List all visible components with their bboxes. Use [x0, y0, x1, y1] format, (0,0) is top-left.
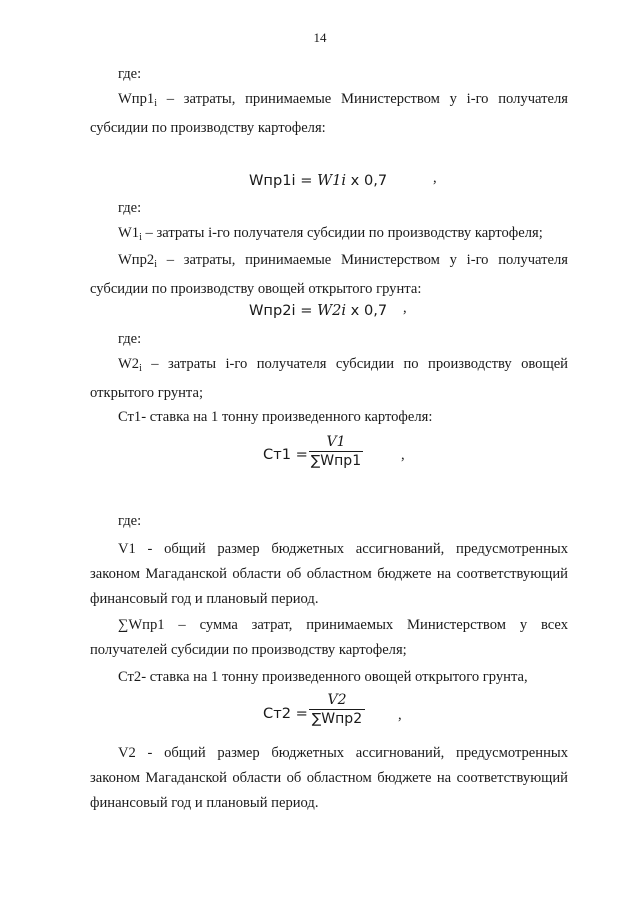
- label-where: где:: [118, 331, 142, 347]
- formula-comma: ,: [401, 447, 405, 463]
- formula-wpr1: [249, 172, 387, 189]
- subscript: i: [154, 98, 157, 109]
- fraction-st2: [309, 692, 365, 727]
- page-number: 14: [313, 30, 327, 45]
- formula-comma: ,: [403, 300, 407, 316]
- definition-text: – затраты, принимаемые Министерством у i-го получателя субсидии по производству картофеля:: [90, 91, 568, 136]
- symbol: W2: [118, 356, 140, 372]
- definition-text: – затраты i-го получателя субсидии по производству картофеля;: [141, 225, 543, 241]
- label-where: где:: [118, 200, 142, 216]
- formula-comma: ,: [433, 170, 437, 186]
- symbol: Wпр1: [118, 91, 155, 107]
- definition-sum-wpr1: ∑Wпр1 – сумма затрат, принимаемых Министерством у всех получателей субсидии по производству картофеля;: [90, 617, 568, 658]
- fraction-numerator: V2: [327, 692, 347, 708]
- formula-wpr2: [249, 302, 387, 319]
- fraction-st1: [309, 434, 363, 469]
- definition-w2: [90, 352, 568, 406]
- formula-lhs: Wпр2i =: [249, 302, 318, 319]
- formula-var: W2i: [317, 302, 347, 319]
- fraction-denominator: ∑Wпр1: [310, 453, 362, 469]
- definition-w1: [90, 221, 568, 250]
- symbol: Wпр2: [118, 252, 155, 268]
- subscript: i: [154, 259, 157, 270]
- formula-tail: x 0,7: [346, 302, 388, 319]
- definition-text: – затраты, принимаемые Министерством у i-го получателя субсидии по производству овощей открытого грунта:: [90, 252, 568, 297]
- definition-v2: V2 - общий размер бюджетных ассигнований, предусмотренных законом Магаданской области об областном бюджете на соответствующий финансовый год и плановый период.: [90, 745, 568, 811]
- formula-comma: ,: [398, 707, 402, 723]
- definition-v1: V1 - общий размер бюджетных ассигнований, предусмотренных законом Магаданской области об областном бюджете на соответствующий финансовый год и плановый период.: [90, 541, 568, 607]
- definition-wpr2: [90, 248, 568, 302]
- fraction-denominator: ∑Wпр2: [309, 709, 365, 727]
- symbol: W1: [118, 225, 140, 241]
- formula-st2-lhs: Ст2 =: [263, 705, 308, 722]
- label-where: где:: [118, 513, 142, 529]
- formula-st1-lhs: Ст1 =: [263, 446, 308, 463]
- subscript: i: [139, 363, 142, 374]
- definition-st2: Ст2- ставка на 1 тонну произведенного овощей открытого грунта,: [118, 669, 528, 685]
- label-where: где:: [118, 66, 142, 82]
- formula-var: W1i: [317, 172, 347, 189]
- definition-st1: Ст1- ставка на 1 тонну произведенного картофеля:: [118, 409, 433, 425]
- fraction-numerator: V1: [326, 434, 346, 450]
- formula-tail: x 0,7: [346, 172, 388, 189]
- definition-text: – затраты i-го получателя субсидии по производству овощей открытого грунта;: [90, 356, 568, 401]
- definition-wpr1: [90, 87, 568, 141]
- subscript: i: [139, 232, 142, 243]
- formula-lhs: Wпр1i =: [249, 172, 318, 189]
